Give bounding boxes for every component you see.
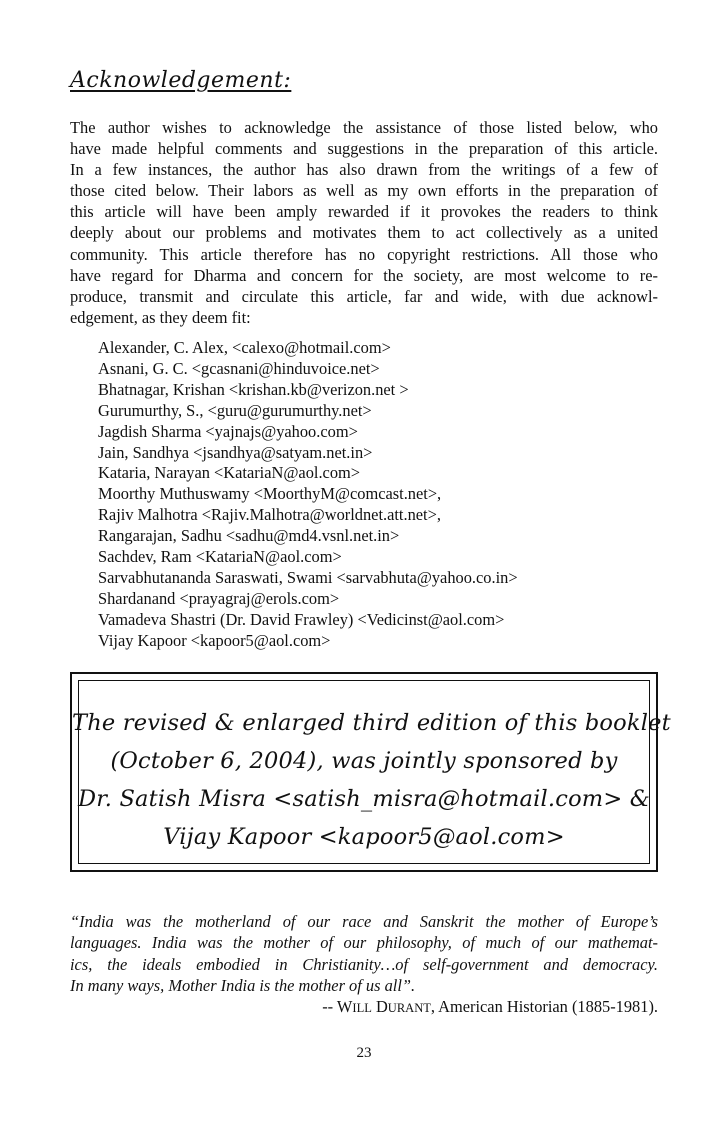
paragraph-line: produce, transmit and circulate this article, far and wide, with due acknowl- <box>70 286 658 306</box>
contributor-item: Vamadeva Shastri (Dr. David Frawley) <Vedicinst@aol.com> <box>98 609 505 629</box>
sponsor-line: Dr. Satish Misra <satish_misra@hotmail.com> & <box>78 786 650 812</box>
attribution-prefix: -- <box>322 997 337 1016</box>
quote-line: ics, the ideals embodied in Christianity…of self-government and democracy. <box>70 954 658 974</box>
author-last-initial: D <box>375 997 388 1016</box>
paragraph-line: have regard for Dharma and concern for the society, are most welcome to re- <box>70 265 658 285</box>
quote-line: languages. India was the mother of our philosophy, of much of our mathemat- <box>70 933 658 953</box>
acknowledgement-heading: Acknowledgement: <box>70 68 292 93</box>
attribution-suffix: , American Historian (1885-1981). <box>430 997 658 1016</box>
contributor-item: Jagdish Sharma <yajnajs@yahoo.com> <box>98 421 358 441</box>
page-number: 23 <box>356 1045 372 1061</box>
sponsor-line: The revised & enlarged third edition of this booklet <box>72 710 671 736</box>
sponsor-text <box>72 704 671 856</box>
contributor-item: Bhatnagar, Krishan <krishan.kb@verizon.net > <box>98 379 409 399</box>
contributor-list <box>98 338 518 652</box>
author-first-initial: W <box>336 997 353 1016</box>
contributor-item: Shardanand <prayagraj@erols.com> <box>98 588 340 608</box>
durant-quote <box>70 911 658 996</box>
quote-attribution <box>322 997 658 1017</box>
paragraph-line: those cited below. Their labors as well as my own efforts in the preparation of <box>70 181 658 201</box>
contributor-item: Rajiv Malhotra <Rajiv.Malhotra@worldnet.att.net>, <box>98 505 441 525</box>
paragraph-line: The author wishes to acknowledge the assistance of those listed below, who <box>70 118 658 137</box>
sponsor-line: Vijay Kapoor <kapoor5@aol.com> <box>163 824 565 850</box>
contributor-item: Gurumurthy, S., <guru@gurumurthy.net> <box>98 400 372 420</box>
paragraph-line: deeply about our problems and motivates them to act collectively as a united <box>70 223 658 243</box>
paragraph-line: this article will have been amply rewarded if it provokes the readers to think <box>70 202 658 222</box>
contributor-item: Moorthy Muthuswamy <MoorthyM@comcast.net>, <box>98 484 442 504</box>
contributor-item: Vijay Kapoor <kapoor5@aol.com> <box>98 630 331 650</box>
contributor-item: Sachdev, Ram <KatariaN@aol.com> <box>98 547 342 567</box>
paragraph-line: have made helpful comments and suggestions in the preparation of this article. <box>70 139 658 159</box>
contributor-item: Jain, Sandhya <jsandhya@satyam.net.in> <box>98 442 373 462</box>
paragraph-line: In a few instances, the author has also drawn from the writings of a few of <box>70 160 658 180</box>
paragraph-line: community. This article therefore has no copyright restrictions. All those who <box>70 244 658 264</box>
quote-line: In many ways, Mother India is the mother of us all”. <box>70 975 416 995</box>
acknowledgement-paragraph <box>70 117 658 328</box>
sponsor-line: (October 6, 2004), was jointly sponsored by <box>110 748 618 774</box>
contributor-item: Asnani, G. C. <gcasnani@hinduvoice.net> <box>98 358 380 378</box>
contributor-item: Alexander, C. Alex, <calexo@hotmail.com> <box>98 338 391 357</box>
quote-line: “India was the motherland of our race and Sanskrit the mother of Europe’s <box>70 912 658 931</box>
author-first-rest: ILL <box>352 1001 372 1015</box>
contributor-item: Sarvabhutananda Saraswati, Swami <sarvabhuta@yahoo.co.in> <box>98 567 518 587</box>
paragraph-line: edgement, as they deem fit: <box>70 307 251 327</box>
sponsor-box <box>70 672 671 872</box>
author-last-rest: URANT <box>387 1001 431 1015</box>
contributor-item: Kataria, Narayan <KatariaN@aol.com> <box>98 463 361 483</box>
contributor-item: Rangarajan, Sadhu <sadhu@md4.vsnl.net.in> <box>98 526 400 546</box>
document-page <box>70 0 671 1126</box>
